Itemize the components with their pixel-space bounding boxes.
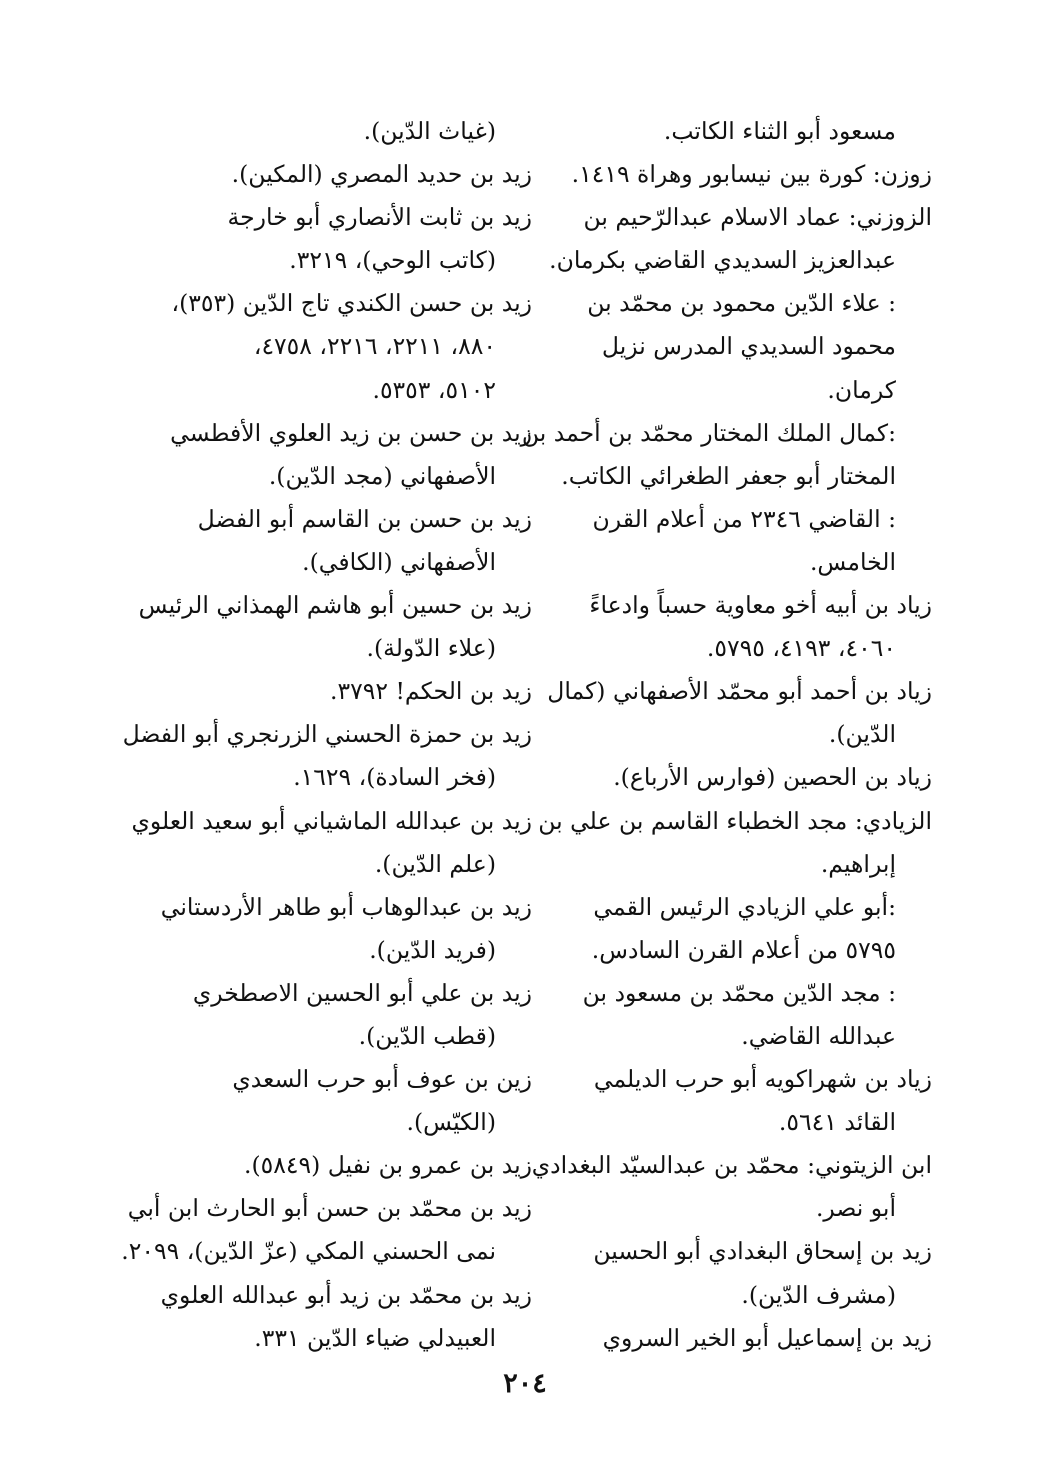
index-entry-line: زيد بن حسن بن زيد العلوي الأفطسي [170,418,532,447]
index-entry-line: الأصفهاني (مجد الدّين). [268,461,496,490]
index-entry-line: زيد بن محمّد بن حسن أبو الحارث ابن أبي [127,1194,532,1223]
index-entry-line: أبو نصر. [815,1194,896,1223]
index-entry-line: زيد بن علي أبو الحسين الاصطخري [192,978,532,1007]
index-entry-line: (علم الدّين). [374,849,496,878]
index-entry-line: الخامس. [809,547,896,576]
index-entry-line: زيد بن إسماعيل أبو الخير السروي [602,1323,932,1352]
index-entry-line: زياد بن الحصين (فوارس الأرباع). [613,763,932,792]
index-entry-line: نمى الحسني المكي (عزّ الدّين)، ٢٠٩٩. [121,1237,496,1266]
index-entry-line: محمود السديدي المدرس نزيل [601,332,896,361]
index-entry-line: كرمان. [827,375,896,404]
index-column-left [121,110,532,1360]
index-entry-line: زيد بن حمزة الحسني الزرنجري أبو الفضل [122,720,532,749]
index-entry-line: عبدالعزيز السديدي القاضي بكرمان. [549,246,896,275]
index-entry-line: زيد بن الحكم! ٣٧٩٢. [330,677,532,706]
page-number: ٢٠٤ [503,1368,547,1399]
index-entry-line: (كاتب الوحي)، ٣٢١٩. [289,246,496,275]
index-entry-line: زيد بن حديد المصري (المكين). [231,160,532,189]
index-entry-line: زيد بن إسحاق البغدادي أبو الحسين [593,1237,932,1266]
index-entry-line: المختار أبو جعفر الطغرائي الكاتب. [561,461,896,490]
index-entry-line: : القاضي ٢٣٤٦ من أعلام القرن [592,504,896,533]
index-entry-line: زيد بن حسن بن القاسم أبو الفضل [197,504,532,533]
index-entry-line: زيد بن عمرو بن نفيل (٥٨٤٩). [244,1151,532,1180]
index-entry-line: الزوزني: عماد الاسلام عبدالرّحيم بن [583,203,932,232]
index-entry-line: عبدالله القاضي. [741,1021,896,1050]
index-entry-line: (فخر السادة)، ١٦٢٩. [293,763,496,792]
index-entry-line: ٨٨٠، ٢٢١١، ٢٢١٦، ٤٧٥٨، [253,332,496,361]
index-entry-line: زياد بن شهراكويه أبو حرب الديلمي [593,1065,932,1094]
index-entry-line: ابن الزيتوني: محمّد بن عبدالسيّد البغدادي [531,1151,932,1180]
index-entry-line: :أبو علي الزيادي الرئيس القمي [593,892,896,921]
index-entry-line: (مشرف الدّين). [741,1280,896,1309]
index-entry-line: (فريد الدّين). [369,935,496,964]
index-entry-line: إبراهيم. [820,849,896,878]
index-entry-line: العبيدلي ضياء الدّين ٣٣١. [254,1323,496,1352]
index-entry-line: ٥١٠٢، ٥٣٥٣. [372,375,496,404]
index-entry-line: ٤٠٦٠، ٤١٩٣، ٥٧٩٥. [706,634,896,663]
index-entry-line: : علاء الدّين محمود بن محمّد بن [587,289,896,318]
index-entry-line: (قطب الدّين). [358,1021,496,1050]
index-entry-line: القائد ٥٦٤١. [778,1108,896,1137]
index-entry-line: زيد بن ثابت الأنصاري أبو خارجة [227,203,532,232]
index-entry-line: زياد بن أحمد أبو محمّد الأصفهاني (كمال [547,677,932,706]
index-entry-line: (علاء الدّولة). [366,634,496,663]
index-entry-line: ٥٧٩٥ من أعلام القرن السادس. [591,935,896,964]
index-entry-line: :كمال الملك المختار محمّد بن أحمد بن [521,418,896,447]
index-entry-line: زيد بن محمّد بن زيد أبو عبدالله العلوي [160,1280,532,1309]
index-entry-line: زياد بن أبيه أخو معاوية حسباً وادعاءً [589,591,932,620]
index-entry-line: زيد بن حسن الكندي تاج الدّين (٣٥٣)، [171,289,532,318]
index-entry-line: (الكيّس). [406,1108,496,1137]
index-entry-line: (غياث الدّين). [363,117,496,145]
index-entry-line: : مجد الدّين محمّد بن مسعود بن [582,978,896,1007]
index-entry-line: زيد بن عبدالوهاب أبو طاهر الأردستاني [160,892,532,921]
index-entry-line: زوزن: كورة بين نيسابور وهراة ١٤١٩. [571,160,932,189]
index-column-right [521,110,932,1360]
index-entry-line: زيد بن حسين أبو هاشم الهمذاني الرئيس [138,591,532,620]
index-entry-line: مسعود أبو الثناء الكاتب. [663,117,896,145]
index-entry-line: زيد بن عبدالله الماشياني أبو سعيد العلوي [131,806,532,835]
index-entry-line: الأصفهاني (الكافي). [302,547,496,576]
index-entry-line: الدّين). [828,720,896,749]
index-entry-line: الزيادي: مجد الخطباء القاسم بن علي بن [538,806,932,835]
index-entry-line: زين بن عوف أبو حرب السعدي [232,1065,532,1094]
